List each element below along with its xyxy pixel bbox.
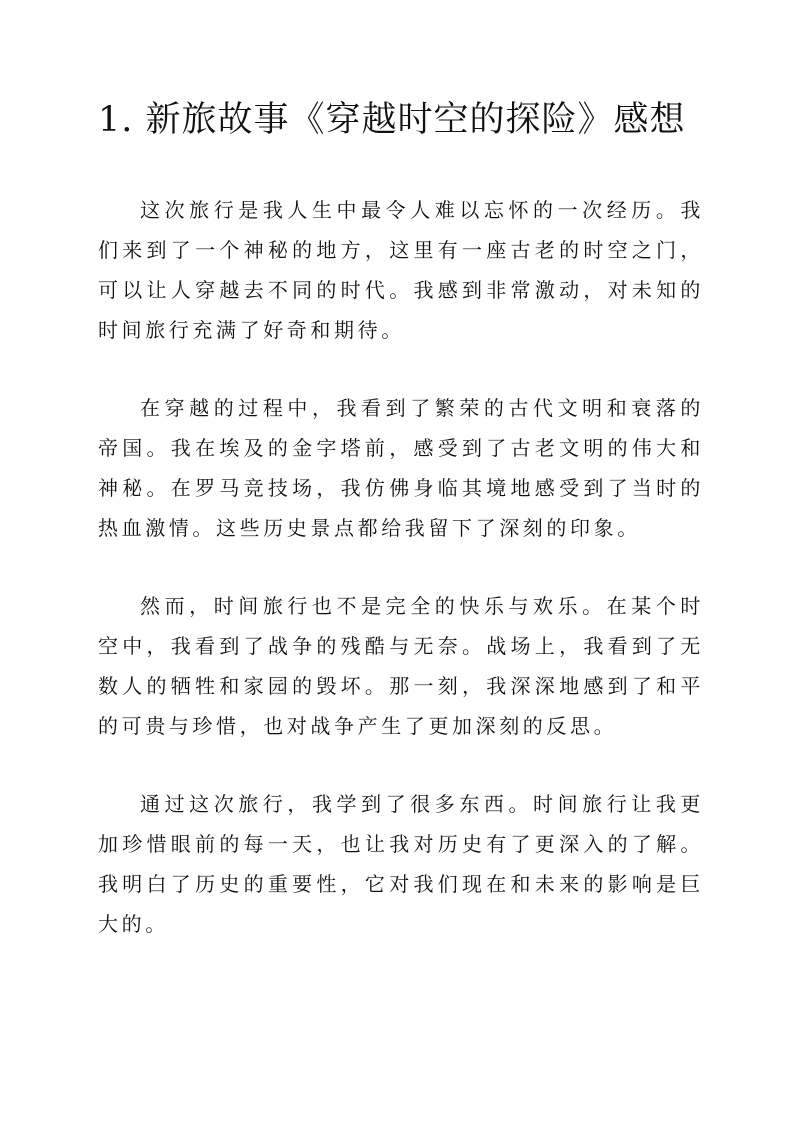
paragraph-2: 在穿越的过程中，我看到了繁荣的古代文明和衰落的帝国。我在埃及的金字塔前，感受到了古老文明的伟大和神秘。在罗马竞技场，我仿佛身临其境地感受到了当时的热血激情。这些历史景点都给我留下了深刻的印象。 xyxy=(98,396,704,540)
paragraph-1: 这次旅行是我人生中最令人难以忘怀的一次经历。我们来到了一个神秘的地方，这里有一座古老的时空之门，可以让人穿越去不同的时代。我感到非常激动，对未知的时间旅行充满了好奇和期待。 xyxy=(98,198,704,342)
document-body xyxy=(98,190,704,982)
paragraph-3: 然而，时间旅行也不是完全的快乐与欢乐。在某个时空中，我看到了战争的残酷与无奈。战场上，我看到了无数人的牺牲和家园的毁坏。那一刻，我深深地感到了和平的可贵与珍惜，也对战争产生了更加深刻的反思。 xyxy=(98,594,704,738)
document-title: 1. 新旅故事《穿越时空的探险》感想 xyxy=(98,100,686,140)
paragraph-4: 通过这次旅行，我学到了很多东西。时间旅行让我更加珍惜眼前的每一天，也让我对历史有了更深入的了解。我明白了历史的重要性，它对我们现在和未来的影响是巨大的。 xyxy=(98,792,704,936)
